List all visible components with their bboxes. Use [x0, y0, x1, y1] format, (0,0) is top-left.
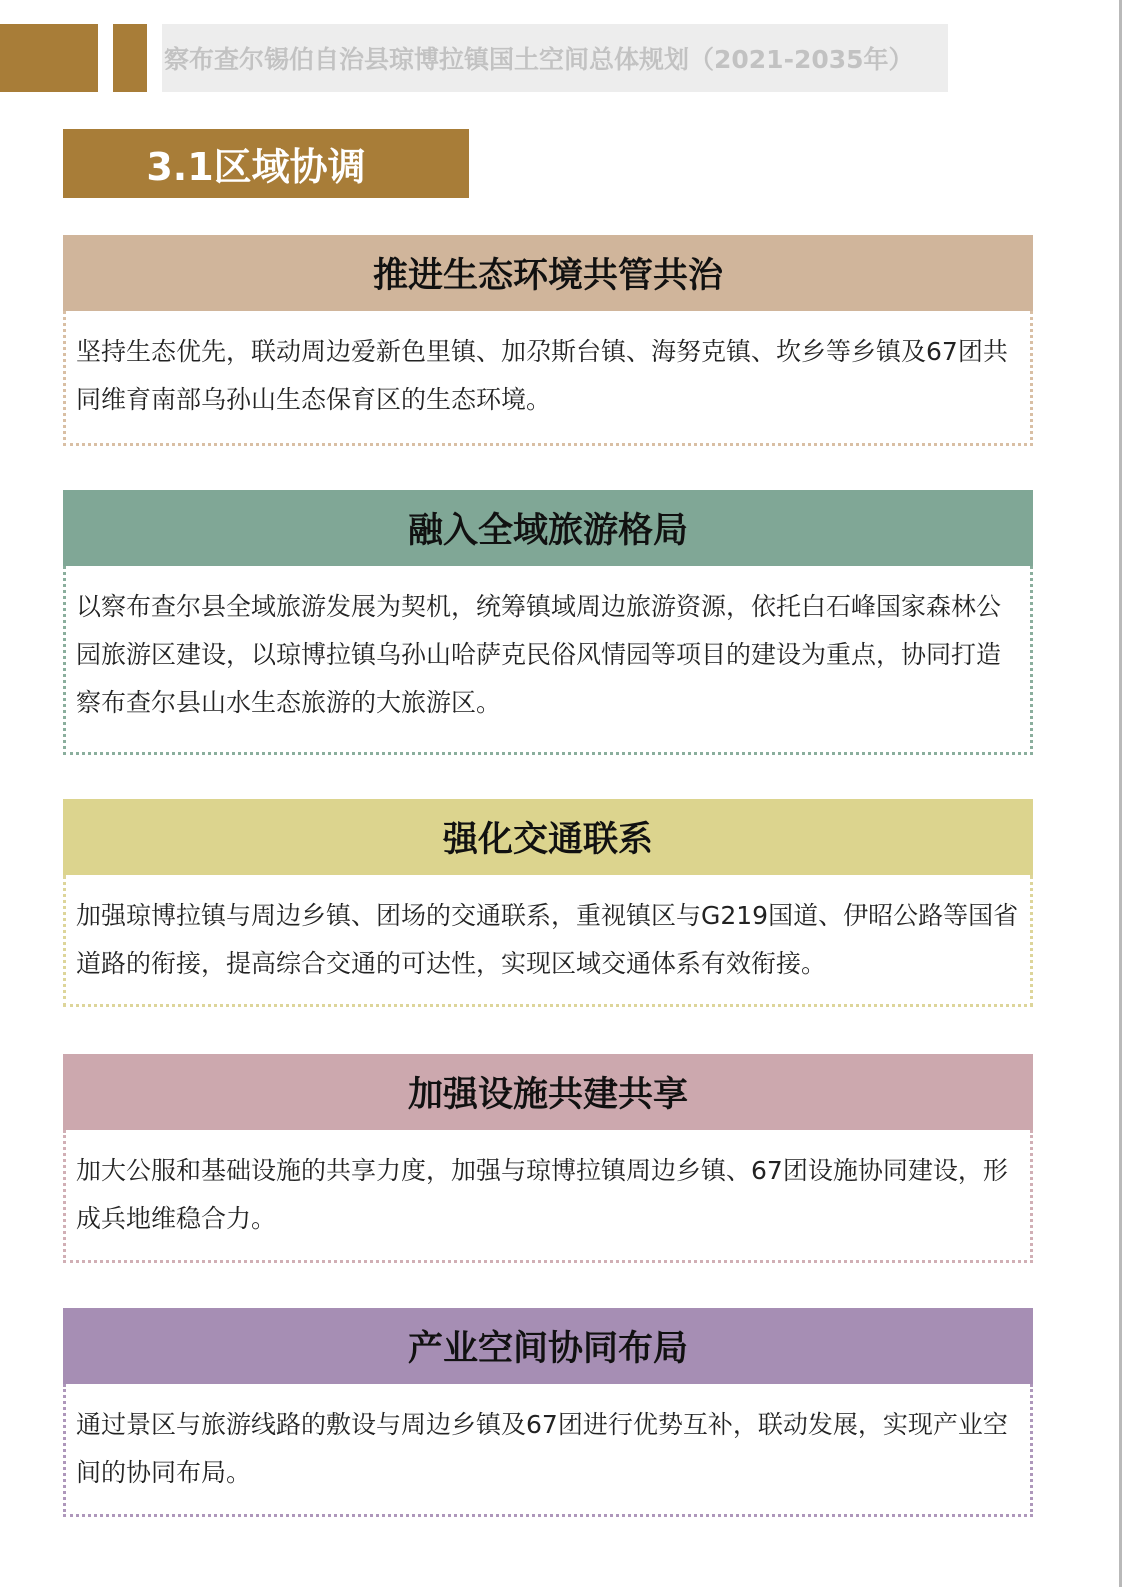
card-header	[63, 1054, 1033, 1130]
card-title: 产业空间协同布局	[407, 1329, 688, 1369]
card-body	[63, 311, 1033, 446]
card-body	[63, 1384, 1033, 1517]
header-title-box	[162, 24, 948, 92]
card-header	[63, 490, 1033, 566]
card-title: 强化交通联系	[442, 820, 653, 860]
card-body	[63, 875, 1033, 1007]
card-text: 加大公服和基础设施的共享力度，加强与琼博拉镇周边乡镇、67团设施协同建设，形成兵地维稳合力。	[76, 1156, 1008, 1233]
card-ecology	[63, 235, 1033, 446]
section-heading	[63, 129, 469, 198]
card-body	[63, 1130, 1033, 1263]
card-text: 加强琼博拉镇与周边乡镇、团场的交通联系，重视镇区与G219国道、伊昭公路等国省道路的衔接，提高综合交通的可达性，实现区域交通体系有效衔接。	[76, 901, 1019, 978]
card-title: 加强设施共建共享	[407, 1075, 688, 1115]
card-header	[63, 1308, 1033, 1384]
card-title: 推进生态环境共管共治	[372, 256, 723, 296]
card-header	[63, 235, 1033, 311]
document-title: 察布查尔锡伯自治县琼博拉镇国土空间总体规划（2021-2035年）	[164, 45, 914, 74]
card-body	[63, 566, 1033, 755]
card-title: 融入全域旅游格局	[407, 511, 688, 551]
card-facilities	[63, 1054, 1033, 1263]
card-transport	[63, 799, 1033, 1007]
card-text: 通过景区与旅游线路的敷设与周边乡镇及67团进行优势互补，联动发展，实现产业空间的协同布局。	[76, 1410, 1008, 1487]
header-accent-block	[0, 24, 98, 92]
section-title: 3.1区域协调	[146, 145, 366, 189]
card-text: 坚持生态优先，联动周边爱新色里镇、加尕斯台镇、海努克镇、坎乡等乡镇及67团共同维育南部乌孙山生态保育区的生态环境。	[76, 337, 1008, 414]
card-header	[63, 799, 1033, 875]
card-industry	[63, 1308, 1033, 1517]
header-accent-bar	[113, 24, 147, 92]
card-tourism	[63, 490, 1033, 755]
card-text: 以察布查尔县全域旅游发展为契机，统筹镇域周边旅游资源，依托白石峰国家森林公园旅游区建设，以琼博拉镇乌孙山哈萨克民俗风情园等项目的建设为重点，协同打造察布查尔县山水生态旅游的大旅游区。	[76, 592, 1002, 717]
